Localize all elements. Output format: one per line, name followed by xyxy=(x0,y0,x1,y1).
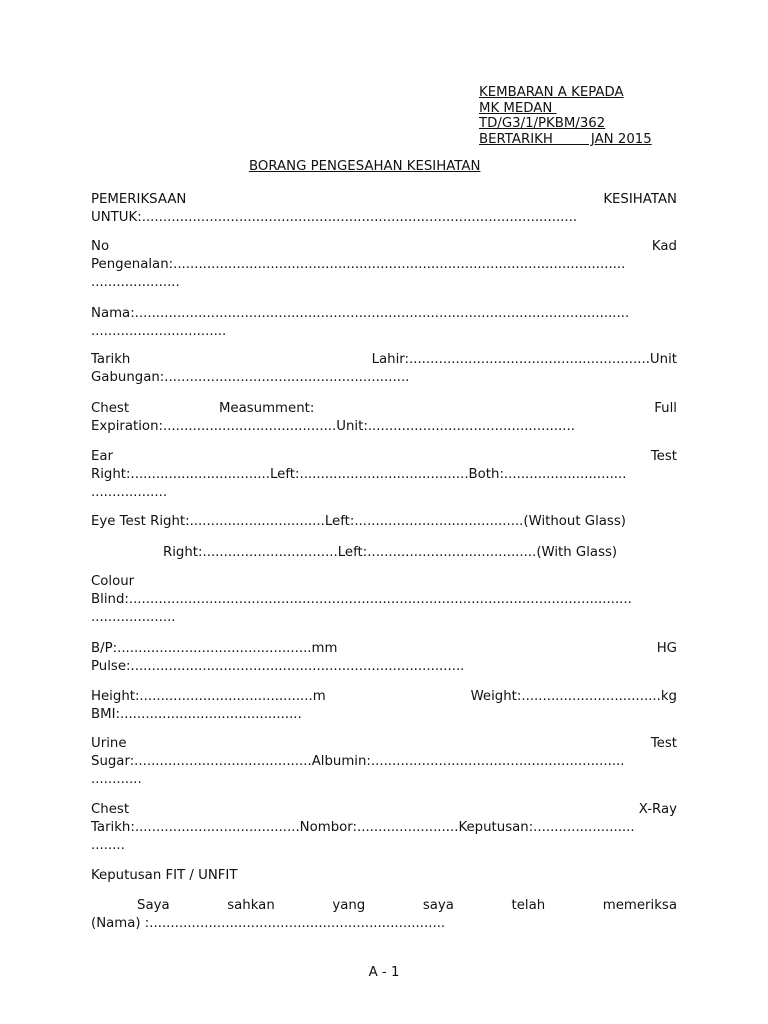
label: Weight:.................................kg xyxy=(470,689,677,704)
field-line: .................. xyxy=(91,485,168,500)
field-ic xyxy=(91,238,677,292)
label: X-Ray xyxy=(638,802,677,817)
field-line: Gabungan:.......................................................... xyxy=(91,370,410,385)
field-line: ................................ xyxy=(91,324,227,339)
field-bp xyxy=(91,640,677,676)
field-eye-test-without xyxy=(91,513,677,531)
label: HG xyxy=(656,641,677,656)
field-line: Tarikh:.......................................Nombor:........................Keputusan:........................ xyxy=(91,820,635,835)
field-line: Right:.................................Left:........................................Both:............................. xyxy=(91,467,627,482)
field-line: UNTUK:....................................................................................................... xyxy=(91,210,578,225)
label: Chest xyxy=(91,802,130,817)
word: memeriksa xyxy=(602,898,677,913)
label: Height:.........................................m xyxy=(91,689,326,704)
ref-line: BERTARIKH JAN 2015 xyxy=(479,132,652,148)
field-line: ........ xyxy=(91,838,125,853)
field-urine-test xyxy=(91,735,677,789)
field-line: Eye Test Right:................................Left:........................................(Without Glass) xyxy=(91,514,626,529)
field-colour-blind xyxy=(91,573,677,627)
field-line: Keputusan FIT / UNFIT xyxy=(91,868,238,883)
field-tarikh-lahir xyxy=(91,351,677,387)
label: Colour xyxy=(91,574,135,589)
label: Lahir:.........................................................Unit xyxy=(371,352,677,367)
word: saya xyxy=(422,898,454,913)
field-line: Pulse:............................................................................... xyxy=(91,659,465,674)
label: Full xyxy=(654,401,677,416)
field-chest xyxy=(91,400,677,436)
label: Ear xyxy=(91,449,114,464)
word: sahkan xyxy=(227,898,275,913)
field-pengesahan xyxy=(91,897,677,933)
field-line: ............ xyxy=(91,772,142,787)
ref-line: KEMBARAN A KEPADA xyxy=(479,85,624,100)
label: No xyxy=(91,239,110,254)
field-line: Expiration:.........................................Unit:................................................. xyxy=(91,419,575,434)
page-number: A - 1 xyxy=(368,965,400,980)
label: Test xyxy=(650,449,677,464)
label: Measumment: xyxy=(218,401,315,416)
label: Urine xyxy=(91,736,127,751)
word: yang xyxy=(332,898,366,913)
ref-line: MK MEDAN xyxy=(479,100,557,116)
form-title: BORANG PENGESAHAN KESIHATAN xyxy=(249,159,481,174)
field-line: (Nama) :...................................................................... xyxy=(91,916,446,931)
field-keputusan xyxy=(91,867,677,885)
field-eye-test-with xyxy=(163,544,683,562)
field-height-weight xyxy=(91,688,677,724)
label: Kad xyxy=(651,239,677,254)
field-nama xyxy=(91,305,677,341)
label: Test xyxy=(650,736,677,751)
label: KESIHATAN xyxy=(603,192,677,207)
field-ear-test xyxy=(91,448,677,502)
field-line: Right:................................Left:........................................(With Glass) xyxy=(163,545,618,560)
field-line: BMI:........................................... xyxy=(91,707,302,722)
field-line: .................... xyxy=(91,610,176,625)
field-line: ..................... xyxy=(91,275,180,290)
word: Saya xyxy=(137,898,170,913)
label: PEMERIKSAAN xyxy=(91,192,187,207)
field-line: Sugar:..........................................Albumin:............................................................ xyxy=(91,754,625,769)
field-line: Pengenalan:........................................................................................................... xyxy=(91,257,626,272)
field-pemeriksaan xyxy=(91,191,677,227)
field-line: Blind:....................................................................................................................... xyxy=(91,592,632,607)
field-line: Nama:..................................................................................................................... xyxy=(91,306,630,321)
reference-block xyxy=(479,85,739,148)
field-chest-xray xyxy=(91,801,677,855)
label: Chest xyxy=(91,401,130,416)
label: Tarikh xyxy=(91,352,131,367)
word: telah xyxy=(511,898,546,913)
ref-line: TD/G3/1/PKBM/362 xyxy=(479,116,606,132)
label: B/P:..............................................mm xyxy=(91,641,338,656)
